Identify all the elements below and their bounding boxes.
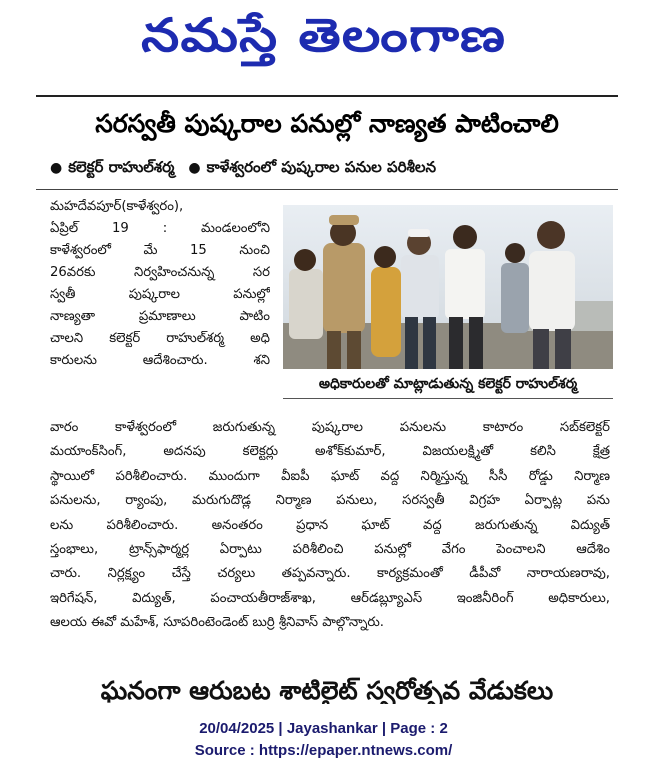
newspaper-logo: నమస్తే తెలంగాణ bbox=[140, 8, 507, 62]
article-photo bbox=[283, 205, 613, 369]
body-line: పనులను, ర్యాంపు, మరుగుదొడ్ల నిర్మాణ పనులు, సరస్వతీ విగ్రహ ఏర్పాట్ల పను bbox=[50, 493, 610, 509]
collector-inspection-photo bbox=[283, 205, 613, 369]
body-line: స్థాయిలో పరిశీలించారు. ముందుగా వీఐపీ ఘాట్ వద్ద నిర్మిస్తున్న సీసీ రోడ్డు నిర్మాణ bbox=[50, 468, 610, 484]
footer-district: Jayashankar bbox=[286, 720, 378, 737]
article-body-left-column bbox=[50, 196, 270, 372]
body-line: 26వరకు నిర్వహించనున్న సర bbox=[50, 265, 270, 280]
body-line: లను పరిశీలించారు. అనంతరం ప్రధాన ఘాట్ వద్ద జరుగుతున్న విద్యుత్ bbox=[50, 517, 610, 533]
body-line: స్తంభాలు, ట్రాన్స్‌ఫార్మర్ల ఏర్పాటు పరిశీలించి పనుల్లో వేగం పెంచాలని ఆదేశిం bbox=[50, 541, 610, 557]
body-line: కాళేశ్వరంలో మే 15 నుంచి bbox=[50, 243, 270, 258]
subhead-item: ● కాళేశ్వరంలో పుష్కరాల పనుల పరిశీలన bbox=[188, 158, 436, 176]
body-line: చాలని కలెక్టర్ రాహుల్‌శర్మ అధి bbox=[50, 331, 270, 346]
clipping-footer bbox=[0, 718, 647, 762]
footer-page: Page : 2 bbox=[390, 720, 448, 737]
masthead bbox=[0, 0, 647, 82]
headline-rule bbox=[36, 95, 618, 97]
body-line: ఏప్రిల్ 19 : మండలంలోని bbox=[50, 221, 270, 236]
footer-meta: 20/04/2025 | Jayashankar | Page : 2 bbox=[199, 720, 448, 737]
footer-date: 20/04/2025 bbox=[199, 720, 275, 737]
body-line: మహదేవపూర్(కాళేశ్వరం), bbox=[50, 199, 184, 214]
photo-caption: అధికారులతో మాట్లాడుతున్న కలెక్టర్ రాహుల్‌శర్మ bbox=[283, 372, 613, 399]
article-body-full-width bbox=[50, 416, 610, 636]
footer-source: Source : https://epaper.ntnews.com/ bbox=[194, 742, 453, 759]
article-headline: సరస్వతీ పుష్కరాల పనుల్లో నాణ్యత పాటించాలి bbox=[95, 109, 559, 138]
body-line: వారం కాళేశ్వరంలో జరుగుతున్న పుష్కరాల పనులను కాటారం సబ్‌కలెక్టర్ bbox=[50, 420, 610, 435]
body-line: కారులను ఆదేశించారు. శని bbox=[50, 353, 270, 368]
body-line: ఆలయ ఈవో మహేశ్, సూపరింటెండెంట్ బుర్రి శ్రీనివాస్ పాల్గొన్నారు. bbox=[50, 615, 384, 631]
body-line: స్వతీ పుష్కరాల పనుల్లో bbox=[50, 287, 270, 302]
subhead-item: ● కలెక్టర్ రాహుల్‌శర్మ bbox=[50, 158, 175, 176]
bullet-icon: ● bbox=[50, 160, 63, 176]
next-article-headline-text: ఘనంగా ఆరుబట శాటిలైట్ స్వరోత్సవ వేడుకలు bbox=[100, 676, 554, 704]
next-article-headline bbox=[36, 674, 618, 704]
body-line: నాణ్యతా ప్రమాణాలు పాటిం bbox=[50, 309, 270, 324]
body-line: ఇరిగేషన్, విద్యుత్, పంచాయతీరాజ్‌శాఖ, ఆర్‌డబ్ల్యూఎస్ ఇంజినీరింగ్ అధికారులు, bbox=[50, 590, 610, 606]
subhead-rule bbox=[36, 189, 618, 190]
article-subheads bbox=[50, 156, 610, 182]
body-line: చారు. నిర్లక్ష్యం చేస్తే చర్యలు తప్పవన్నారు. కార్యక్రమంతో డీపీవో నారాయణరావు, bbox=[50, 566, 610, 582]
bullet-icon: ● bbox=[188, 160, 201, 176]
body-line: మయాంక్‌సింగ్, అదనపు కలెక్టర్లు అశోక్‌కుమార్, విజయలక్ష్మితో కలిసి క్షేత్ర bbox=[50, 444, 610, 460]
